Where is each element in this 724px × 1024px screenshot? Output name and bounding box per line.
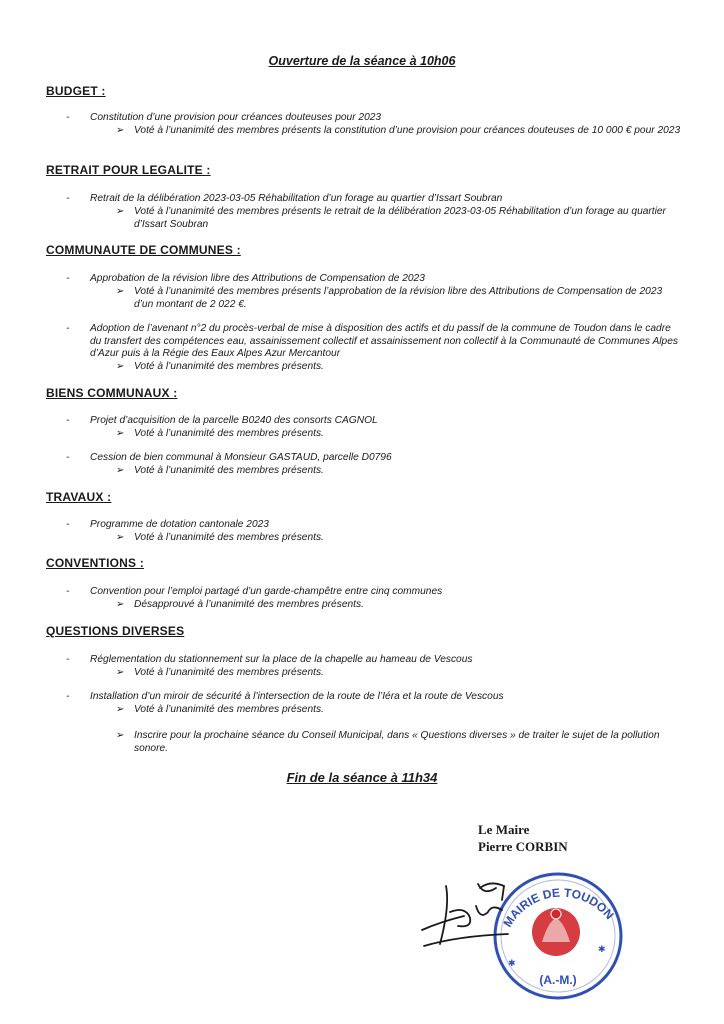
- section-heading-travaux: TRAVAUX :: [46, 490, 112, 504]
- dash-bullet: -: [66, 519, 70, 530]
- dash-bullet: -: [66, 691, 70, 702]
- decision-text: Voté à l’unanimité des membres présents.: [134, 704, 324, 715]
- item-text: Adoption de l’avenant n°2 du procès-verbal de mise à disposition des actifs et du passif de la commune de Toudon dans le cadre du transfert des compétences eau, assainissement collectif et assainissement non collectif à la Communauté de Communes Alpes d’Azur puis à la Régie des Eaux Alpes Azur Mercantour: [90, 323, 678, 359]
- item-text: Retrait de la délibération 2023-03-05 Réhabilitation d’un forage au quartier d’Issart Soubran: [90, 193, 503, 204]
- star-icon: ✱: [598, 944, 606, 954]
- decision-text: Voté à l’unanimité des membres présents.: [134, 667, 324, 678]
- section-heading-questions: QUESTIONS DIVERSES: [46, 624, 185, 638]
- dash-bullet: -: [66, 112, 70, 123]
- decision-text: Voté à l’unanimité des membres présents.: [134, 465, 324, 476]
- arrow-bullet-icon: ➢: [116, 599, 125, 610]
- item-text: Installation d’un miroir de sécurité à l’intersection de la route de l’Iéra et la route de Vescous: [90, 691, 504, 702]
- arrow-bullet-icon: ➢: [116, 125, 125, 136]
- closing-title: Fin de la séance à 11h34: [286, 770, 438, 785]
- arrow-bullet-icon: ➢: [116, 704, 125, 715]
- arrow-bullet-icon: ➢: [116, 361, 125, 372]
- emblem-head: [551, 909, 561, 919]
- signer-title: Le Maire: [478, 822, 530, 837]
- item-text: Cession de bien communal à Monsieur GASTAUD, parcelle D0796: [90, 452, 392, 463]
- section-heading-budget: BUDGET :: [46, 84, 106, 98]
- arrow-bullet-icon: ➢: [116, 206, 125, 217]
- dash-bullet: -: [66, 586, 70, 597]
- dash-bullet: -: [66, 654, 70, 665]
- stamp-text-path: MAIRIE DE TOUDON: [500, 885, 617, 930]
- decision-text: Voté à l’unanimité des membres présents.: [134, 361, 324, 372]
- arrow-bullet-icon: ➢: [116, 730, 125, 741]
- decision-text: Voté à l’unanimité des membres présents l’approbation de la révision libre des Attributions de Compensation de 2023 d’un montant de 2 022 €.: [134, 286, 663, 310]
- opening-title: Ouverture de la séance à 10h06: [268, 54, 456, 68]
- section-heading-communaute: COMMUNAUTE DE COMMUNES :: [46, 243, 241, 257]
- arrow-bullet-icon: ➢: [116, 428, 125, 439]
- official-stamp: [418, 866, 623, 1006]
- item-text: Réglementation du stationnement sur la place de la chapelle au hameau de Vescous: [90, 654, 473, 665]
- dash-bullet: -: [66, 193, 70, 204]
- section-heading-conventions: CONVENTIONS :: [46, 556, 144, 570]
- item-text: Approbation de la révision libre des Attributions de Compensation de 2023: [90, 273, 425, 284]
- dash-bullet: -: [66, 273, 70, 284]
- decision-text: Voté à l’unanimité des membres présents la constitution d’une provision pour créances douteuses de 10 000 € pour 2023: [134, 125, 681, 136]
- arrow-bullet-icon: ➢: [116, 465, 125, 476]
- arrow-bullet-icon: ➢: [116, 532, 125, 543]
- item-text: Constitution d’une provision pour créances douteuses pour 2023: [90, 112, 382, 123]
- star-icon: ✱: [508, 958, 516, 968]
- stamp-region: (A.-M.): [539, 973, 577, 987]
- section-heading-retrait: RETRAIT POUR LEGALITE :: [46, 163, 211, 177]
- dash-bullet: -: [66, 323, 70, 334]
- item-text: Convention pour l’emploi partagé d’un garde-champêtre entre cinq communes: [90, 586, 443, 597]
- decision-text: Voté à l’unanimité des membres présents.: [134, 428, 324, 439]
- dash-bullet: -: [66, 415, 70, 426]
- dash-bullet: -: [66, 452, 70, 463]
- arrow-bullet-icon: ➢: [116, 286, 125, 297]
- decision-text: Voté à l’unanimité des membres présents.: [134, 532, 324, 543]
- decision-text: Voté à l’unanimité des membres présents le retrait de la délibération 2023-03-05 Réhabilitation d’un forage au quartier d’Issart Soubran: [134, 206, 666, 230]
- decision-text: Désapprouvé à l’unanimité des membres présents.: [134, 599, 364, 610]
- section-heading-biens: BIENS COMMUNAUX :: [46, 386, 178, 400]
- item-text: Projet d’acquisition de la parcelle B0240 des consorts CAGNOL: [90, 415, 378, 426]
- arrow-bullet-icon: ➢: [116, 667, 125, 678]
- signer-name: Pierre CORBIN: [478, 839, 568, 854]
- decision-text: Inscrire pour la prochaine séance du Conseil Municipal, dans « Questions diverses » de traiter le sujet de la pollution sonore.: [134, 730, 660, 754]
- item-text: Programme de dotation cantonale 2023: [90, 519, 269, 530]
